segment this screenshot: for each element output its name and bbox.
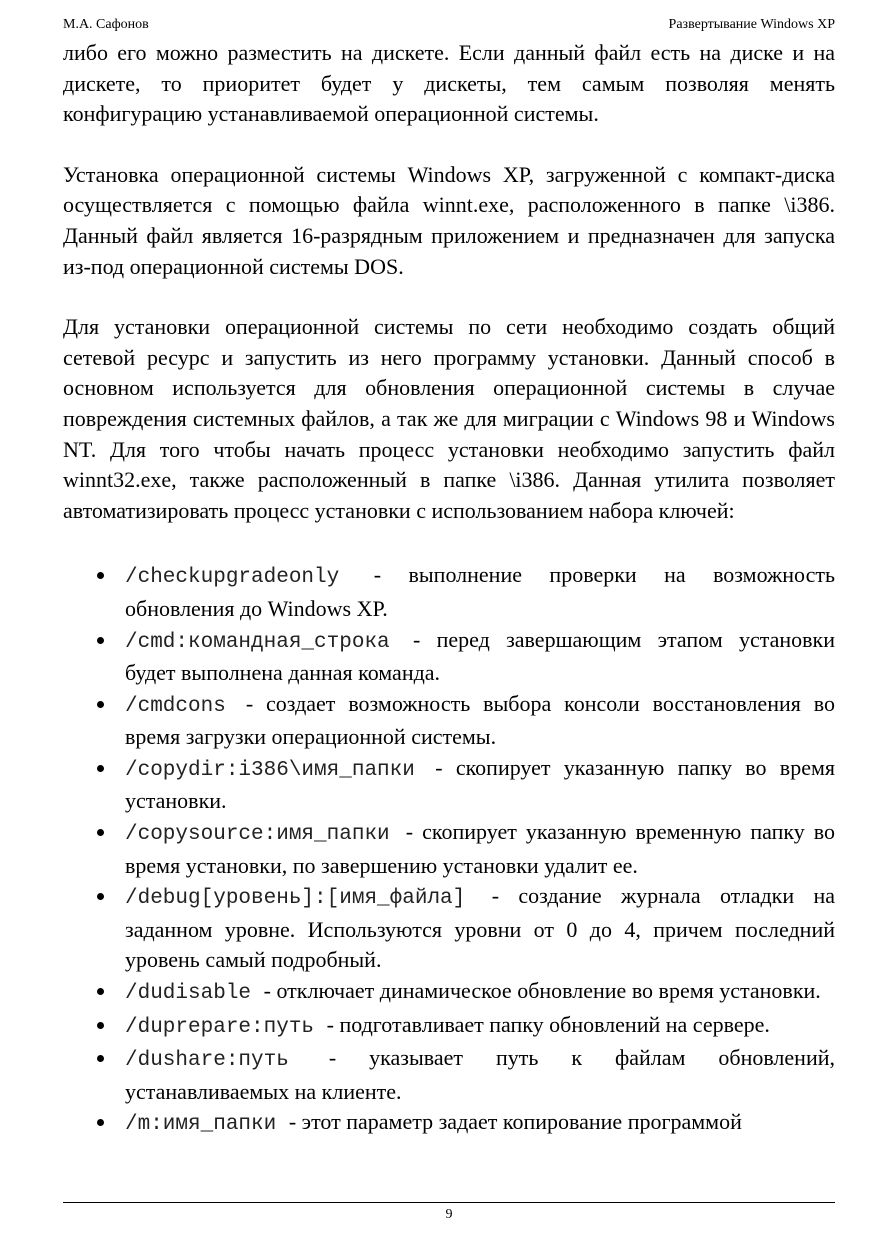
switch-description: - скопирует указанную временную папку во время установки, по завершению установки удалит ее. — [125, 819, 836, 878]
list-item — [63, 817, 835, 881]
bullet-icon — [97, 1022, 104, 1029]
list-item — [63, 1107, 835, 1141]
paragraph: Для установки операционной системы по сети необходимо создать общий сетевой ресурс и запустить из него программу установки. Данный способ в основном используется для обновления операционной системы в случае повреждения системных файлов, а так же для миграции с Windows 98 и Windows NT. Для того чтобы начать процесс установки необходимо запустить файл winnt32.exe, также расположенный в папке \i386. Данная утилита позволяет автоматизировать процесс установки с использованием набора ключей: — [63, 314, 835, 523]
list-item — [63, 881, 835, 976]
bullet-icon — [97, 701, 104, 708]
list-item — [63, 1010, 835, 1044]
switch-description: - перед завершающим этапом установки будет выполнена данная команда. — [125, 626, 835, 686]
switch-key: /copysource:имя_папки — [125, 823, 406, 847]
footer-divider — [63, 1202, 835, 1203]
header-author: М.А. Сафонов — [63, 17, 149, 32]
switch-key: /cmd:командная_строка — [125, 630, 414, 654]
switch-description: - выполнение проверки на возможность обновления до Windows XP. — [125, 562, 835, 621]
bullet-icon — [97, 1055, 104, 1062]
bullet-icon — [97, 1119, 104, 1126]
header-title: Развертывание Windows XP — [668, 17, 835, 32]
switch-key: /m:имя_папки — [125, 1113, 289, 1137]
switch-description: - отключает динамическое обновление во время установки. — [263, 978, 821, 1004]
paragraph: либо его можно разместить на дискете. Если данный файл есть на диске и на дискете, то приоритет будет у дискеты, тем самым позволяя менять конфигурацию устанавливаемой операционной системы. — [63, 40, 835, 127]
list-item — [63, 753, 835, 817]
switch-key: /checkupgradeonly — [125, 566, 374, 590]
switch-key: /cmdcons — [125, 694, 246, 718]
switch-key: /duprepare:путь — [125, 1015, 327, 1039]
switch-key: /dushare:путь — [125, 1049, 329, 1073]
switch-description: - подготавливает папку обновлений на сервере. — [326, 1011, 770, 1037]
list-item — [63, 689, 835, 753]
bullet-icon — [97, 572, 104, 579]
list-item — [63, 560, 835, 624]
bullet-icon — [97, 637, 104, 644]
running-header — [63, 15, 835, 35]
switch-description: - создание журнала отладки на заданном уровне. Используются уровни от 0 до 4, причем последний уровень самый подробный. — [125, 883, 836, 973]
list-item — [63, 625, 835, 689]
list-item — [63, 1043, 835, 1107]
page-number: 9 — [445, 1207, 453, 1222]
switch-description: - создает возможность выбора консоли восстановления во время загрузки операционной системы. — [125, 690, 835, 750]
bullet-icon — [97, 829, 104, 836]
bullet-icon — [97, 893, 104, 900]
page-body — [63, 38, 835, 1141]
bullet-icon — [97, 765, 104, 772]
switch-key: /dudisable — [125, 982, 264, 1006]
switch-key: /debug[уровень]:[имя_файла] — [125, 887, 492, 911]
switch-key: /copydir:i386\имя_папки — [125, 758, 436, 782]
switch-list — [63, 560, 835, 1141]
paragraph: Установка операционной системы Windows XP, загруженной с компакт-диска осуществляется с помощью файла winnt.exe, расположенного в папке \i386. Данный файл является 16-разрядным приложением и предназначен для запуска из-под операционной системы DOS. — [63, 161, 835, 279]
switch-description: - этот параметр задает копирование программой — [288, 1109, 742, 1135]
bullet-icon — [97, 988, 104, 995]
switch-description: - указывает путь к файлам обновлений, устанавливаемых на клиенте. — [125, 1045, 835, 1104]
list-item — [63, 976, 835, 1010]
switch-description: - скопирует указанную папку во время установки. — [125, 754, 835, 814]
